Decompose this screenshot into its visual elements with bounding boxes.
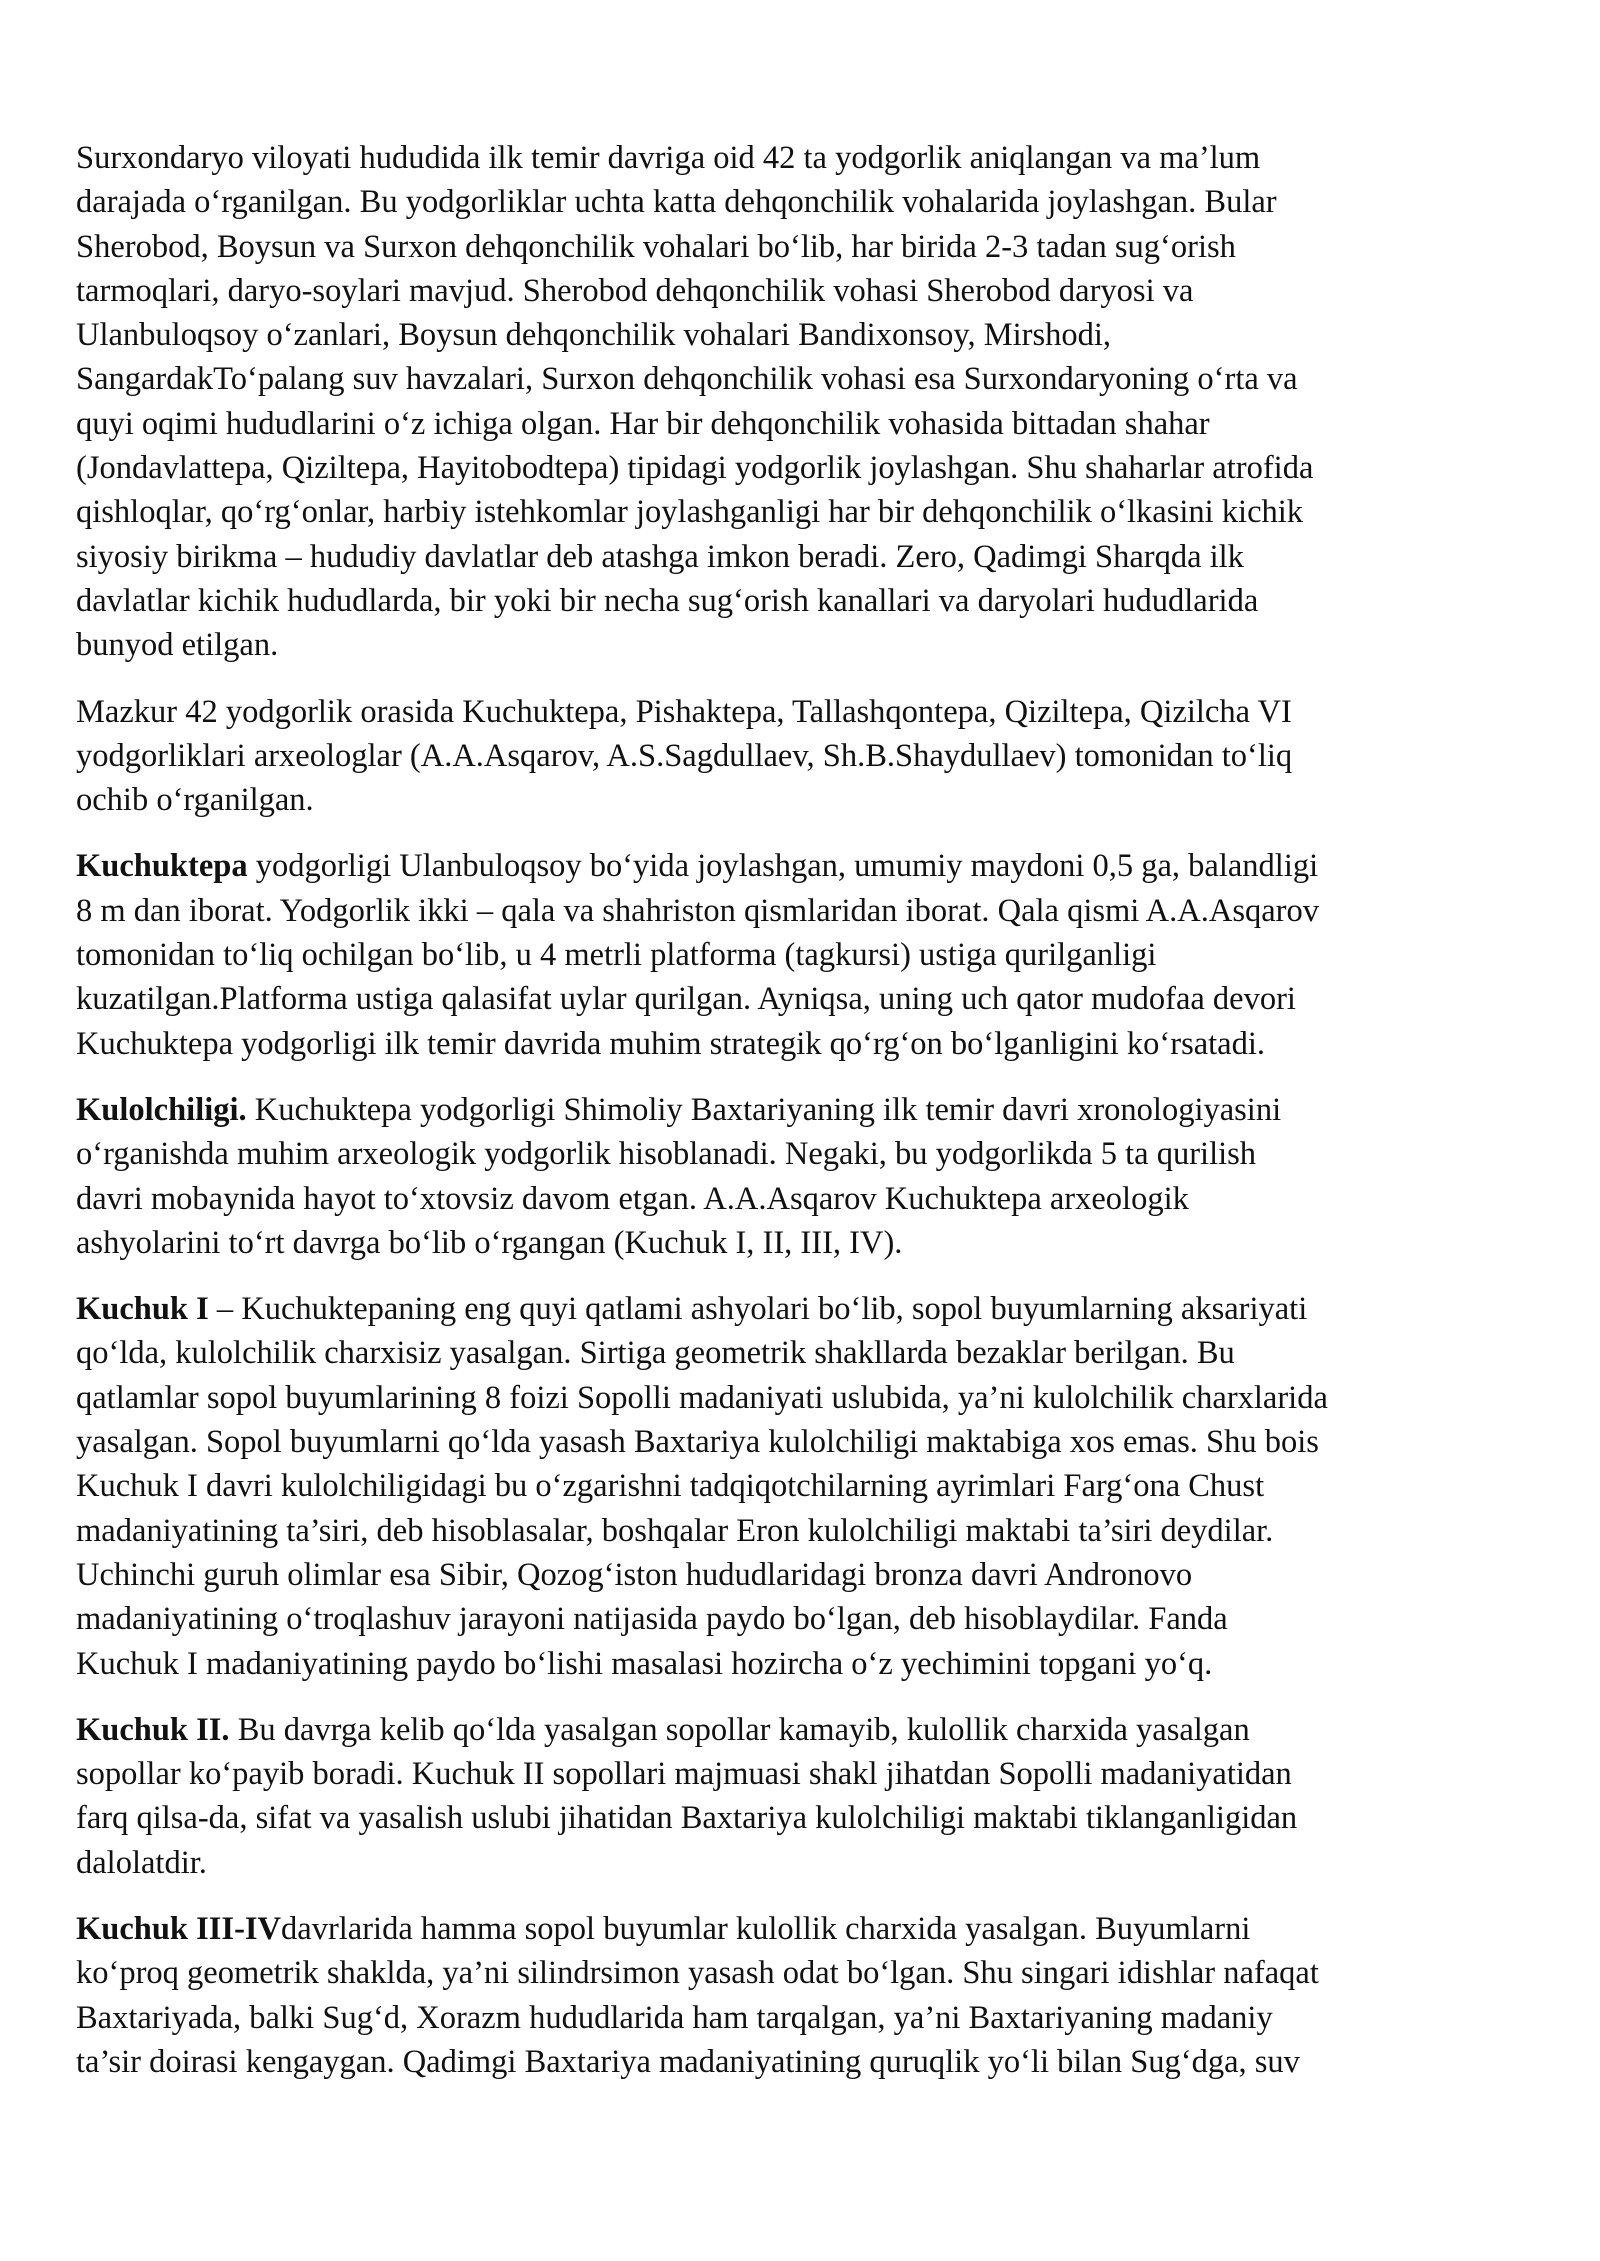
paragraph-lead: Kuchuk II. xyxy=(76,1711,230,1748)
paragraph-kuchuk-iii-iv xyxy=(76,1907,1552,2084)
paragraph-kuchuktepa xyxy=(76,844,1552,1065)
paragraph-text: Kuchuktepa yodgorligi Shimoliy Baxtariyaning ilk temir davri xronologiyasini o‘rganishda muhim arxeologik yodgorlik hisoblanadi. Negaki, bu yodgorlikda 5 ta qurilish davri mobaynida hayot to‘xtovsiz davom etgan. A.A.Asqarov Kuchuktepa arxeologik ashyolarini to‘rt davrga bo‘lib o‘rgangan (Kuchuk I, II, III, IV). xyxy=(76,1091,1282,1261)
paragraph-lead: Kuchuktepa xyxy=(76,848,248,885)
paragraph-lead: Kuchuk I xyxy=(76,1291,209,1328)
paragraph-text: – Kuchuktepaning eng quyi qatlami ashyolari bo‘lib, sopol buyumlarning aksariyati qo‘lda, kulolchilik charxisiz yasalgan. Sirtiga geometrik shakllarda bezaklar berilgan. Bu qatlamlar sopol buyumlarining 8 foizi Sopolli madaniyati uslubida, ya’ni kulolchilik charxlarida yasalgan. Sopol buyumlarni qo‘lda yasash Baxtariya kulolchiligi maktabiga xos emas. Shu bois Kuchuk I davri kulolchiligidagi bu o‘zgarishni tadqiqotchilarning ayrimlari Farg‘ona Chust madaniyatining ta’siri, deb hisoblasalar, boshqalar Eron kulolchiligi maktabi ta’siri deydilar. Uchinchi guruh olimlar esa Sibir, Qozog‘iston hududlaridagi bronza davri Andronovo madaniyatining o‘troqlashuv jarayoni natijasida paydo bo‘lgan, deb hisoblaydilar. Fanda Kuchuk I madaniyatining paydo bo‘lishi masalasi hozircha o‘z yechimini topgani yo‘q. xyxy=(76,1291,1328,1682)
paragraph-text: Bu davrga kelib qo‘lda yasalgan sopollar kamayib, kulollik charxida yasalgan sopollar ko‘payib boradi. Kuchuk II sopollari majmuasi shakl jihatdan Sopolli madaniyatidan farq qilsa-da, sifat va yasalish uslubi jihatidan Baxtariya kulolchiligi maktabi tiklanganligidan dalolatdir. xyxy=(76,1711,1298,1881)
paragraph-text: davrlarida hamma sopol buyumlar kulollik charxida yasalgan. Buyumlarni ko‘proq geometrik shaklda, ya’ni silindrsimon yasash odat bo‘lgan. Shu singari idishlar nafaqat Baxtariyada, balki Sug‘d, Xorazm hududlarida ham tarqalgan, ya’ni Baxtariyaning madaniy ta’sir doirasi kengaygan. Qadimgi Baxtariya madaniyatining quruqlik yo‘li bilan Sug‘dga, suv xyxy=(76,1910,1319,2080)
paragraph-kuchuk-i xyxy=(76,1287,1552,1686)
paragraph-lead: Kulolchiligi. xyxy=(76,1091,247,1128)
paragraph-text: Mazkur 42 yodgorlik orasida Kuchuktepa, Pishaktepa, Tallashqontepa, Qiziltepa, Qizilcha VI yodgorliklari arxeologlar (A.A.Asqarov, A.S.Sagdullaev, Sh.B.Shaydullaev) tomonidan to‘liq ochib o‘rganilgan. xyxy=(76,693,1293,819)
paragraph-kuchuk-ii xyxy=(76,1708,1552,1885)
paragraph-text: Surxondaryo viloyati hududida ilk temir davriga oid 42 ta yodgorlik aniqlangan va ma’lum darajada o‘rganilgan. Bu yodgorliklar uchta katta dehqonchilik vohalarida joylashgan. Bular Sherobod, Boysun va Surxon dehqonchilik vohalari bo‘lib, har birida 2-3 tadan sug‘orish tarmoqlari, daryo-soylari mavjud. Sherobod dehqonchilik vohasi Sherobod daryosi va Ulanbuloqsoy o‘zanlari, Boysun dehqonchilik vohalari Bandixonsoy, Mirshodi, SangardakTo‘palang suv havzalari, Surxon dehqonchilik vohasi esa Surxondaryoning o‘rta va quyi oqimi hududlarini o‘z ichiga olgan. Har bir dehqonchilik vohasida bittadan shahar (Jondavlattepa, Qiziltepa, Hayitobodtepa) tipidagi yodgorlik joylashgan. Shu shaharlar atrofida qishloqlar, qo‘rg‘onlar, harbiy istehkomlar joylashganligi har bir dehqonchilik o‘lkasini kichik siyosiy birikma – hududiy davlatlar deb atashga imkon beradi. Zero, Qadimgi Sharqda ilk davlatlar kichik hududlarda, bir yoki bir necha sug‘orish kanallari va daryolari hududlarida bunyod etilgan. xyxy=(76,140,1314,664)
paragraph-intro xyxy=(76,136,1552,668)
document-page xyxy=(76,136,1552,2106)
paragraph-monuments xyxy=(76,690,1552,823)
paragraph-lead: Kuchuk III-IV xyxy=(76,1910,282,1947)
paragraph-text: yodgorligi Ulanbuloqsoy bo‘yida joylashgan, umumiy maydoni 0,5 ga, balandligi 8 m dan iborat. Yodgorlik ikki – qala va shahriston qismlaridan iborat. Qala qismi A.A.Asqarov tomonidan to‘liq ochilgan bo‘lib, u 4 metrli platforma (tagkursi) ustiga qurilganligi kuzatilgan.Platforma ustiga qalasifat uylar qurilgan. Ayniqsa, uning uch qator mudofaa devori Kuchuktepa yodgorligi ilk temir davrida muhim strategik qo‘rg‘on bo‘lganligini ko‘rsatadi. xyxy=(76,848,1319,1062)
paragraph-kulolchiligi xyxy=(76,1088,1552,1265)
